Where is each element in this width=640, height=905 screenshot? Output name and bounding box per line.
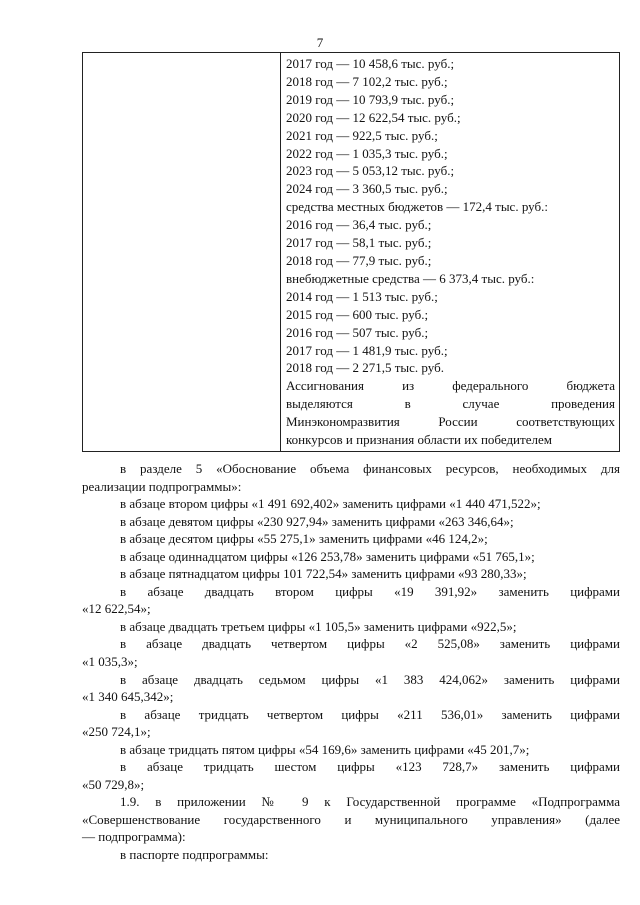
text-line: «250 724,1»;	[82, 724, 151, 740]
page-number: 7	[316, 35, 324, 50]
body-text	[82, 460, 620, 864]
text-line: в абзаце одиннадцатом цифры «126 253,78» заменить цифрами «51 765,1»;	[120, 548, 535, 564]
table-line: 2017 год — 58,1 тыс. руб.;	[286, 235, 432, 251]
text-line: «1 340 645,342»;	[82, 689, 174, 705]
table-line: Минэкономразвития России соответствующих	[286, 414, 615, 430]
text-line: в абзаце тридцать четвертом цифры «211 536,01» заменить цифрами	[120, 706, 620, 722]
table-line: 2021 год — 922,5 тыс. руб.;	[286, 127, 438, 143]
text-line: в абзаце пятнадцатом цифры 101 722,54» заменить цифрами «93 280,33»;	[120, 566, 527, 582]
table-line: 2015 год — 600 тыс. руб.;	[286, 306, 429, 322]
table-line: конкурсов и признания области их победителем	[286, 432, 552, 448]
text-line: в абзаце двадцать четвертом цифры «2 525,08» заменить цифрами	[120, 636, 620, 652]
passport-table	[82, 52, 620, 452]
text-line: в абзаце девятом цифры «230 927,94» заменить цифрами «263 346,64»;	[120, 513, 514, 529]
table-line: выделяются в случае проведения	[286, 396, 615, 412]
text-line: в разделе 5 «Обоснование объема финансовых ресурсов, необходимых для	[120, 461, 620, 476]
table-line: 2018 год — 7 102,2 тыс. руб.;	[286, 73, 448, 89]
table-line: 2020 год — 12 622,54 тыс. руб.;	[286, 109, 461, 125]
table-line: 2018 год — 77,9 тыс. руб.;	[286, 252, 432, 268]
text-line: в абзаце десятом цифры «55 275,1» заменить цифрами «46 124,2»;	[120, 531, 488, 547]
text-line: в абзаце двадцать третьем цифры «1 105,5» заменить цифрами «922,5»;	[120, 618, 517, 634]
table-line: 2016 год — 507 тыс. руб.;	[286, 324, 429, 340]
table-left-cell	[83, 53, 281, 452]
text-line: «12 622,54»;	[82, 601, 151, 617]
text-line: в абзаце тридцать шестом цифры «123 728,7» заменить цифрами	[120, 759, 620, 775]
table-right-cell	[281, 53, 620, 452]
table-row	[83, 53, 620, 452]
text-line: — подпрограмма):	[82, 829, 186, 845]
table-line: средства местных бюджетов — 172,4 тыс. руб.:	[286, 199, 548, 215]
table-line: Ассигнования из федерального бюджета	[286, 378, 615, 394]
text-line: реализации подпрограммы»:	[82, 478, 242, 494]
table-line: внебюджетные средства — 6 373,4 тыс. руб.:	[286, 270, 535, 286]
table-line: 2014 год — 1 513 тыс. руб.;	[286, 288, 438, 304]
table-line: 2017 год — 1 481,9 тыс. руб.;	[286, 342, 448, 358]
text-line: в абзаце двадцать седьмом цифры «1 383 424,062» заменить цифрами	[120, 671, 620, 687]
text-line: в абзаце втором цифры «1 491 692,402» заменить цифрами «1 440 471,522»;	[120, 496, 541, 512]
table-line: 2022 год — 1 035,3 тыс. руб.;	[286, 145, 448, 161]
table-line: 2016 год — 36,4 тыс. руб.;	[286, 217, 432, 233]
table-line: 2018 год — 2 271,5 тыс. руб.	[286, 360, 444, 376]
table-line: 2017 год — 10 458,6 тыс. руб.;	[286, 56, 455, 71]
text-line: 1.9. в приложении № 9 к Государственной программе «Подпрограмма	[120, 794, 620, 810]
text-line: «1 035,3»;	[82, 654, 138, 670]
table-line: 2019 год — 10 793,9 тыс. руб.;	[286, 91, 455, 107]
text-line: в паспорте подпрограммы:	[120, 847, 269, 863]
text-line: в абзаце двадцать втором цифры «19 391,92» заменить цифрами	[120, 583, 620, 599]
text-line: «Совершенствование государственного и муниципального управления» (далее	[82, 811, 620, 827]
table-line: 2024 год — 3 360,5 тыс. руб.;	[286, 181, 448, 197]
text-line: в абзаце тридцать пятом цифры «54 169,6» заменить цифрами «45 201,7»;	[120, 741, 530, 757]
text-line: «50 729,8»;	[82, 776, 145, 792]
table-line: 2023 год — 5 053,12 тыс. руб.;	[286, 163, 455, 179]
